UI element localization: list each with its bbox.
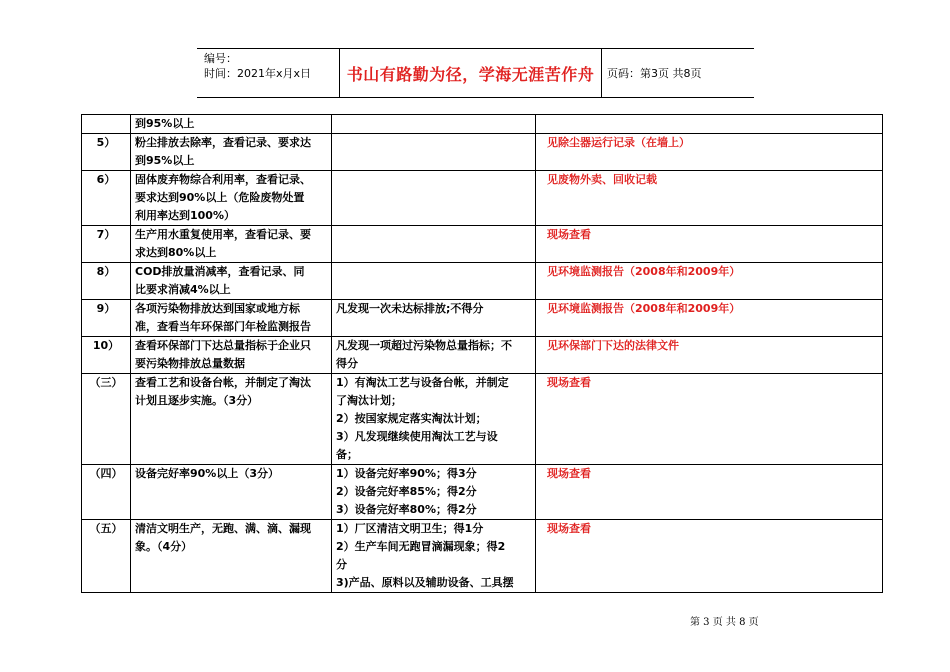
row-number: 8） <box>82 263 131 300</box>
row-criteria <box>332 374 536 465</box>
item-line: 固体废弃物综合利用率，查看记录、 <box>135 173 311 186</box>
row-note <box>536 115 883 134</box>
criteria-line: 凡发现一项超过污染物总量指标；不 <box>336 339 512 352</box>
item-line: 查看环保部门下达总量指标于企业只 <box>135 339 311 352</box>
row-item <box>131 134 332 171</box>
criteria-line: 2）生产车间无跑冒滴漏现象；得2 <box>336 540 506 553</box>
row-criteria <box>332 226 536 263</box>
row-number: 6） <box>82 171 131 226</box>
checklist-table <box>81 114 883 593</box>
criteria-line: 2）设备完好率85%；得2分 <box>336 485 477 498</box>
table-row <box>82 374 883 465</box>
row-item <box>131 300 332 337</box>
row-item <box>131 520 332 593</box>
item-line: 设备完好率90%以上（3分） <box>135 467 279 480</box>
row-criteria <box>332 337 536 374</box>
criteria-line: 3）凡发现继续使用淘汰工艺与设 <box>336 430 498 443</box>
criteria-line: 2）按国家规定落实淘汰计划； <box>336 412 487 425</box>
criteria-line: 凡发现一次未达标排放;不得分 <box>336 302 484 315</box>
row-item <box>131 115 332 134</box>
criteria-line: 1）厂区清洁文明卫生；得1分 <box>336 522 484 535</box>
item-line: 各项污染物排放达到国家或地方标 <box>135 302 300 315</box>
item-line: 查看工艺和设备台帐，并制定了淘汰 <box>135 376 311 389</box>
page-footer: 第 3 页 共 8 页 <box>690 617 759 628</box>
item-line: COD排放量消减率，查看记录、同 <box>135 265 305 278</box>
table-row <box>82 134 883 171</box>
item-line: 利用率达到100%） <box>135 209 235 222</box>
row-note: 现场查看 <box>536 374 883 465</box>
row-note: 现场查看 <box>536 465 883 520</box>
item-line: 要求达到90%以上（危险废物处置 <box>135 191 305 204</box>
row-criteria <box>332 465 536 520</box>
table-row <box>82 263 883 300</box>
criteria-line: 3)产品、原料以及辅助设备、工具摆 <box>336 576 514 589</box>
row-number: （四） <box>82 465 131 520</box>
row-item <box>131 226 332 263</box>
row-criteria <box>332 171 536 226</box>
row-item <box>131 337 332 374</box>
row-item <box>131 465 332 520</box>
row-item <box>131 171 332 226</box>
row-item <box>131 263 332 300</box>
row-note: 见废物外卖、回收记载 <box>536 171 883 226</box>
row-criteria <box>332 134 536 171</box>
item-line: 计划且逐步实施。（3分） <box>135 394 259 407</box>
table-row <box>82 115 883 134</box>
table-row <box>82 300 883 337</box>
row-number: （三） <box>82 374 131 465</box>
row-number: 9） <box>82 300 131 337</box>
header-meta <box>197 49 339 97</box>
row-criteria <box>332 520 536 593</box>
row-note: 现场查看 <box>536 226 883 263</box>
row-note: 见环保部门下达的法律文件 <box>536 337 883 374</box>
criteria-line: 得分 <box>336 357 358 370</box>
item-line: 要污染物排放总量数据 <box>135 357 245 370</box>
row-note: 见环境监测报告（2008年和2009年） <box>536 263 883 300</box>
item-line: 比要求消减4%以上 <box>135 283 231 296</box>
criteria-line: 1）有淘汰工艺与设备台帐，并制定 <box>336 376 509 389</box>
item-line: 粉尘排放去除率，查看记录、要求达 <box>135 136 311 149</box>
criteria-line: 3）设备完好率80%；得2分 <box>336 503 477 516</box>
table-row <box>82 226 883 263</box>
row-note: 见环境监测报告（2008年和2009年） <box>536 300 883 337</box>
row-number <box>82 115 131 134</box>
criteria-line: 备； <box>336 448 358 461</box>
number-label: 编号： <box>204 52 237 65</box>
row-number: 7） <box>82 226 131 263</box>
row-note: 见除尘器运行记录（在墙上） <box>536 134 883 171</box>
item-line: 到95%以上 <box>135 117 195 130</box>
table-row <box>82 520 883 593</box>
criteria-line: 了淘汰计划； <box>336 394 402 407</box>
row-criteria <box>332 115 536 134</box>
item-line: 清洁文明生产，无跑、满、滴、漏现 <box>135 522 311 535</box>
row-criteria <box>332 263 536 300</box>
header-motto: 书山有路勤为径，学海无涯苦作舟 <box>339 49 602 97</box>
item-line: 求达到80%以上 <box>135 246 217 259</box>
table-row <box>82 171 883 226</box>
item-line: 象。（4分） <box>135 540 193 553</box>
row-number: 10） <box>82 337 131 374</box>
item-line: 到95%以上 <box>135 154 195 167</box>
row-criteria <box>332 300 536 337</box>
row-item <box>131 374 332 465</box>
table-row <box>82 465 883 520</box>
row-note: 现场查看 <box>536 520 883 593</box>
header-page-label: 页码：第3页 共8页 <box>607 67 702 80</box>
criteria-line: 分 <box>336 558 347 571</box>
criteria-line: 1）设备完好率90%；得3分 <box>336 467 477 480</box>
time-label: 时间：2021年x月x日 <box>204 67 312 80</box>
item-line: 准，查看当年环保部门年检监测报告 <box>135 320 311 333</box>
row-number: 5） <box>82 134 131 171</box>
row-number: （五） <box>82 520 131 593</box>
item-line: 生产用水重复使用率，查看记录、要 <box>135 228 311 241</box>
table-row <box>82 337 883 374</box>
page-header <box>197 48 754 98</box>
